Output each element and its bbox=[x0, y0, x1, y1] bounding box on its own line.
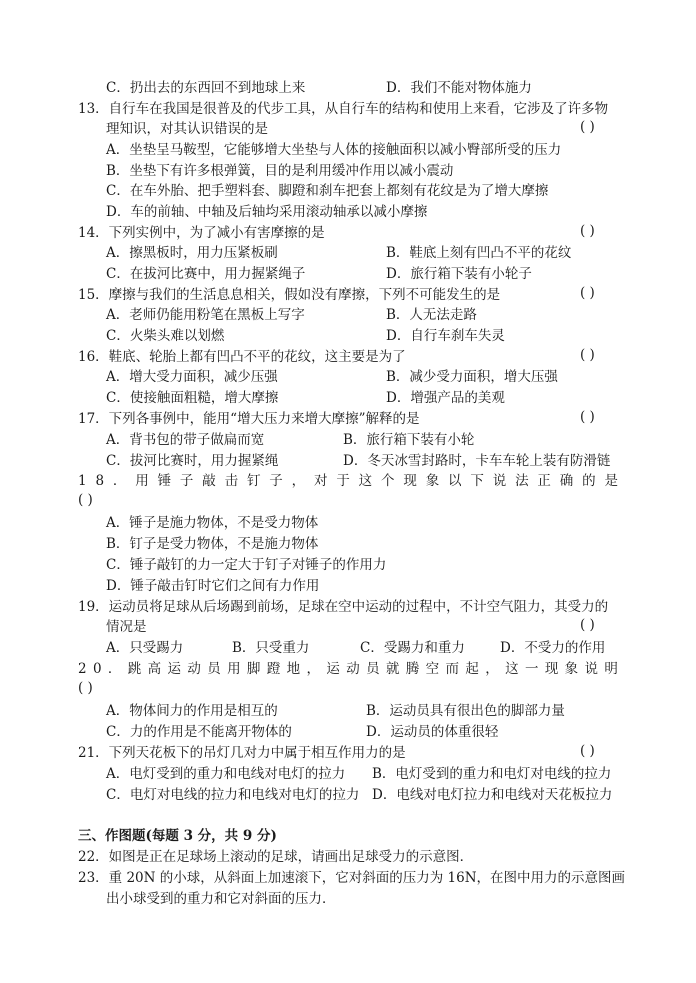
q23-stem: 23．重 20N 的小球，从斜面上加速滚下，它对斜面的压力为 16N，在图中用力的示意图画 bbox=[78, 870, 626, 886]
section-3-heading: 三、作图题(每题 3 分，共 9 分) bbox=[78, 828, 277, 844]
q17-option-a: A．背书包的带子做扁而宽 bbox=[106, 432, 265, 448]
q21-option-b: B．电灯受到的重力和电灯对电线的拉力 bbox=[372, 766, 612, 782]
q14-stem: 14．下列实例中，为了减小有害摩擦的是 bbox=[78, 225, 325, 241]
q12-option-d: D．我们不能对物体施力 bbox=[386, 80, 532, 96]
q18-answer-bracket: ( ) bbox=[78, 492, 93, 508]
q20-option-d: D．运动员的体重很轻 bbox=[366, 724, 499, 740]
q18-stem bbox=[78, 471, 618, 491]
q19-option-c: C．受踢力和重力 bbox=[360, 640, 465, 656]
q17-stem: 17．下列各事例中，能用“增大压力来增大摩擦”解释的是 bbox=[78, 411, 420, 427]
q13-option-b: B．坐垫下有许多根弹簧，目的是利用缓冲作用以减小震动 bbox=[106, 163, 454, 179]
q17-answer-bracket: ( ) bbox=[580, 409, 595, 425]
q21-option-c: C．电灯对电线的拉力和电线对电灯的拉力 bbox=[106, 787, 360, 803]
q14-answer-bracket: ( ) bbox=[580, 223, 595, 239]
q21-option-a: A．电灯受到的重力和电线对电灯的拉力 bbox=[106, 766, 346, 782]
q15-option-a: A．老师仍能用粉笔在黑板上写字 bbox=[106, 307, 305, 323]
q18-option-c: C．锤子敲钉的力一定大于钉子对锤子的作用力 bbox=[106, 557, 387, 573]
q18-option-b: B．钉子是受力物体，不是施力物体 bbox=[106, 536, 319, 552]
q14-option-a: A．擦黑板时，用力压紧板刷 bbox=[106, 245, 278, 261]
q19-stem: 19．运动员将足球从后场踢到前场，足球在空中运动的过程中，不计空气阻力，其受力的 bbox=[78, 599, 609, 615]
q23-stem-cont: 出小球受到的重力和它对斜面的压力． bbox=[106, 891, 336, 907]
q18-option-d: D．锤子敲击钉时它们之间有力作用 bbox=[106, 578, 320, 594]
q13-option-c: C．在车外胎、把手塑料套、脚蹬和刹车把套上都刻有花纹是为了增大摩擦 bbox=[106, 183, 549, 199]
q16-option-d: D．增强产品的美观 bbox=[386, 390, 505, 406]
q20-stem bbox=[78, 659, 618, 679]
q12-option-c: C．扔出去的东西回不到地球上来 bbox=[106, 80, 306, 96]
q20-option-b: B．运动员具有很出色的脚部力量 bbox=[366, 703, 565, 719]
q15-option-c: C．火柴头难以划燃 bbox=[106, 328, 225, 344]
q16-option-a: A．增大受力面积，减少压强 bbox=[106, 369, 278, 385]
q16-answer-bracket: ( ) bbox=[580, 347, 595, 363]
q16-option-c: C．使接触面粗糙，增大摩擦 bbox=[106, 390, 279, 406]
q21-option-d: D．电线对电灯拉力和电线对天花板拉力 bbox=[372, 787, 613, 803]
q20-stem-text: 2 0 ． 跳 高 运 动 员 用 脚 蹬 地 ， 运 动 员 就 腾 空 而 起 ， 这 一 现 象 说 明 bbox=[78, 661, 618, 677]
q17-option-d: D．冬天冰雪封路时，卡车车轮上装有防滑链 bbox=[343, 453, 611, 469]
q15-option-d: D．自行车刹车失灵 bbox=[386, 328, 505, 344]
q19-option-b: B．只受重力 bbox=[232, 640, 310, 656]
q14-option-c: C．在拔河比赛中，用力握紧绳子 bbox=[106, 266, 306, 282]
q19-option-d: D．不受力的作用 bbox=[500, 640, 606, 656]
q16-stem: 16．鞋底、轮胎上都有凹凸不平的花纹，这主要是为了 bbox=[78, 349, 406, 365]
q19-option-a: A．只受踢力 bbox=[106, 640, 184, 656]
q17-option-b: B．旅行箱下装有小轮 bbox=[343, 432, 475, 448]
q15-stem: 15．摩擦与我们的生活息息相关，假如没有摩擦，下列不可能发生的是 bbox=[78, 287, 501, 303]
q13-option-a: A．坐垫呈马鞍型，它能够增大坐垫与人体的接触面积以减小臀部所受的压力 bbox=[106, 142, 562, 158]
q18-option-a: A．锤子是施力物体，不是受力物体 bbox=[106, 515, 319, 531]
q13-stem: 13．自行车在我国是很普及的代步工具，从自行车的结构和使用上来看，它涉及了许多物 bbox=[78, 101, 609, 117]
q19-answer-bracket: ( ) bbox=[580, 617, 595, 633]
q21-answer-bracket: ( ) bbox=[580, 743, 595, 759]
q21-stem: 21．下列天花板下的吊灯几对力中属于相互作用力的是 bbox=[78, 745, 406, 761]
q16-option-b: B．减少受力面积，增大压强 bbox=[386, 369, 558, 385]
q17-option-c: C．拔河比赛时，用力握紧绳 bbox=[106, 453, 279, 469]
q18-stem-text: 1 8 ． 用 锤 子 敲 击 钉 子 ， 对 于 这 个 现 象 以 下 说 法 正 确 的 是 bbox=[78, 473, 618, 489]
q20-option-c: C．力的作用是不能离开物体的 bbox=[106, 724, 292, 740]
q13-stem-cont: 理知识，对其认识错误的是 bbox=[106, 121, 268, 137]
q13-answer-bracket: ( ) bbox=[580, 119, 595, 135]
q20-answer-bracket: ( ) bbox=[78, 680, 93, 696]
q20-option-a: A．物体间力的作用是相互的 bbox=[106, 703, 278, 719]
q14-option-d: D．旅行箱下装有小轮子 bbox=[386, 266, 532, 282]
q15-option-b: B．人无法走路 bbox=[386, 307, 477, 323]
q19-stem-cont: 情况是 bbox=[106, 619, 147, 635]
q22-stem: 22．如图是正在足球场上滚动的足球，请画出足球受力的示意图． bbox=[78, 849, 474, 865]
q13-option-d: D．车的前轴、中轴及后轴均采用滚动轴承以减小摩擦 bbox=[106, 204, 428, 220]
q15-answer-bracket: ( ) bbox=[580, 285, 595, 301]
q14-option-b: B．鞋底上刻有凹凸不平的花纹 bbox=[386, 245, 572, 261]
